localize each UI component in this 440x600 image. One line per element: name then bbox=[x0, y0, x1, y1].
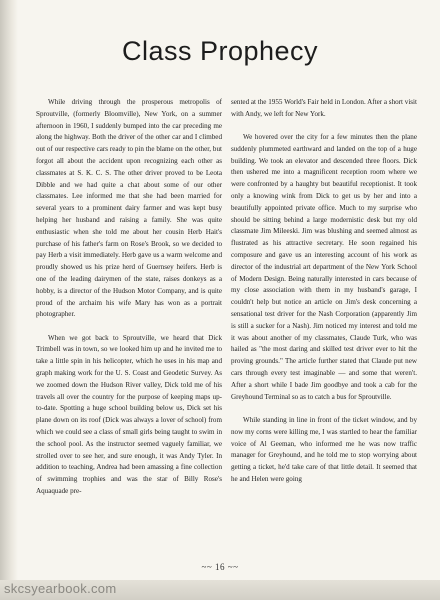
site-watermark: skcsyearbook.com bbox=[4, 581, 117, 596]
page-number: ~~ 16 ~~ bbox=[201, 562, 239, 572]
paragraph-continued: sented at the 1955 World's Fair held in London. After a short visit with Andy, we left for New York. bbox=[231, 98, 417, 118]
right-text-column bbox=[231, 97, 417, 486]
left-text-column bbox=[36, 97, 222, 498]
paragraph: While driving through the prosperous metropolis of Sproutville, (formerly Bloomville), New York, on a summer afternoon in 1960, I suddenly bumped into the car preceding me along the highway. Both the driver of the other car and I climbed out of our respective cars ready to pin the blame on the other, but forgot all about the accident upon recognizing each other as classmates at S. K. C. S. The other driver proved to be Leota Dibble and we had quite a chat about some of our other classmates. Lee informed me that she had been married for several years to a prominent dairy farmer and was kept busy helping her husband and raising a family. She was quite enthusiastic when she told me about her cousin Herb Hait's purchase of his father's farm on Rose's Brook, so we decided to pay Herb a visit immediately. Herb gave us a warm welcome and proudly showed us his prize herd of Guernsey heifers. Herb is one of the leading dairymen of the state, raises donkeys as a hobby, is a director of the Hudson Motor Company, and is quite proud of the archaim his wife Mary has won as a portrait photographer. bbox=[36, 98, 222, 319]
page-gutter-shadow bbox=[0, 0, 18, 600]
paragraph: We hovered over the city for a few minutes then the plane suddenly plummeted earthward and landed on the top of a huge building. We took an elevator and descended three floors. Dick then ushered me into a magnificent reception room where we were confronted by a haughty but beautiful receptionist. It took only a knowing wink from Dick to get us by her and into a beautifully appointed private office. Much to my surprise who should be sitting behind a large modernistic desk but my old classmate Jim Mileeski. Jim was blushing and seemed almost as flustrated as his attractive secretary. He soon regained his composure and gave us an interesting account of his work as director of the industrial art department of the New York School of Modern Design. Being naturally interested in cars because of my close association with them in my husband's garage, I couldn't help but notice an article on Jim's desk concerning a sensational test driver for the Nash Corporation (apparently Jim is still a sucker for a Nash). Jim noticed my interest and told me it was about another of my classmates, Claude Turk, who was hailed as "the most daring and skilled test driver ever to hit the proving grounds." The article further stated that Claude put new cars through every test imaginable — and some that weren't. After a short while I bade Jim goodbye and took a cab for the Greyhound Terminal so as to catch a bus for Sproutville. bbox=[231, 133, 417, 401]
paragraph: While standing in line in front of the ticket window, and by now my corns were killing me, I was startled to hear the familiar voice of Al Geeman, who informed me he was now traffic manager for Greyhound, and he told me to stop worrying about getting a ticket, he'd take care of that little detail. It seemed that he and Helen were going bbox=[231, 415, 417, 483]
page-title: Class Prophecy bbox=[121, 36, 319, 66]
paragraph: When we got back to Sproutville, we heard that Dick Trimbell was in town, so we looked him up and he invited me to take a little spin in his helicopter, which he uses in his map and graph making work for the U. S. Coast and Geodetic Survey. As we zoomed down the Hudson River valley, Dick told me of his travels all over the country for the purpose of keeping maps up-to-date. Spotting a huge school building below us, Dick set his plane down on its roof (Dick was always a lover of school) from which we could see a class of small girls being taught to swim in the school pool. As the instructor seemed vaguely familiar, we strolled over to see her, and sure enough, it was Andy Tyler. In addition to teaching, Andrea had been amassing a fine collection of swimming trophies and was the star of Billy Rose's Aquaquade pre- bbox=[36, 333, 222, 495]
